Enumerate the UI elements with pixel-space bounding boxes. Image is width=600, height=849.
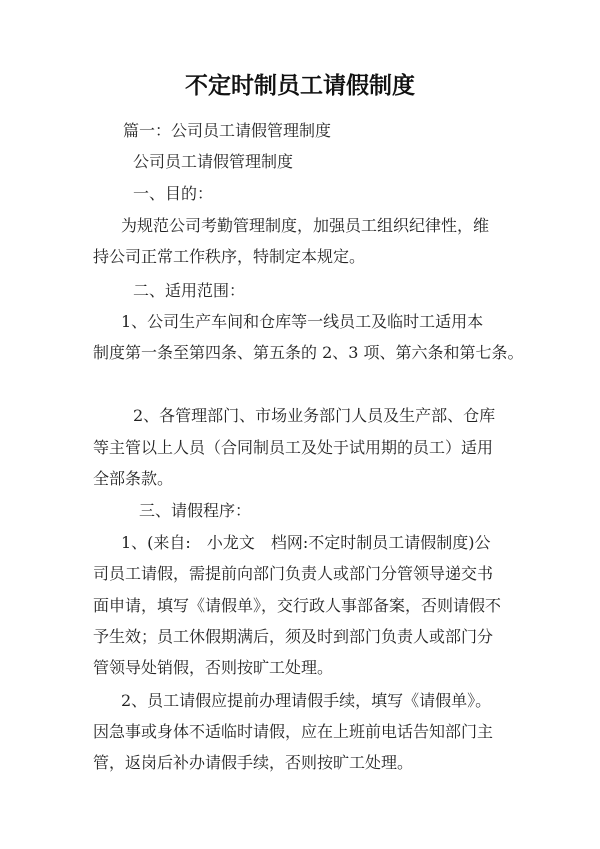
section-3-item-2-line: 管，返岗后补办请假手续，否则按旷工处理。 [93, 753, 414, 772]
section-2-heading: 二、适用范围： [133, 281, 246, 300]
heading: 公司员工请假管理制度 [133, 152, 294, 171]
section-3-item-1-line: 予生效；员工休假期满后，须及时到部门负责人或部门分 [93, 627, 494, 646]
section-2-item-2-line: 2、各管理部门、市场业务部门人员及生产部、仓库 [133, 406, 496, 425]
section-3-item-1-line: 面申请，填写《请假单》，交行政人事部备案，否则请假不 [93, 596, 502, 615]
section-2-item-2-line: 等主管以上人员（合同制员工及处于试用期的员工）适用 [93, 438, 494, 457]
section-2-item-2-line: 全部条款。 [93, 469, 174, 488]
section-1-line: 为规范公司考勤管理制度，加强员工组织纪律性，维 [121, 216, 490, 235]
section-1-heading: 一、目的： [133, 184, 214, 203]
section-3-item-2-line: 2、员工请假应提前办理请假手续，填写《请假单》。 [121, 691, 492, 710]
section-3-heading: 三、请假程序： [139, 501, 252, 520]
section-3-item-1-line: 1、(来自: 小龙文 档网:不定时制员工请假制度)公 [121, 533, 491, 552]
section-3-item-1-line: 管领导处销假，否则按旷工处理。 [93, 658, 334, 677]
document-title: 不定时制员工请假制度 [185, 73, 415, 99]
section-3-item-1-line: 司员工请假，需提前向部门负责人或部门分管领导递交书 [93, 564, 494, 583]
section-2-item-1-line: 制度第一条至第四条、第五条的 2、3 项、第六条和第七条。 [93, 343, 524, 362]
section-1-line: 持公司正常工作秩序，特制定本规定。 [93, 247, 366, 266]
section-2-item-1-line: 1、公司生产车间和仓库等一线员工及临时工适用本 [121, 312, 484, 331]
subtitle: 篇一：公司员工请假管理制度 [123, 121, 332, 140]
section-3-item-2-line: 因急事或身体不适临时请假，应在上班前电话告知部门主 [93, 722, 494, 741]
